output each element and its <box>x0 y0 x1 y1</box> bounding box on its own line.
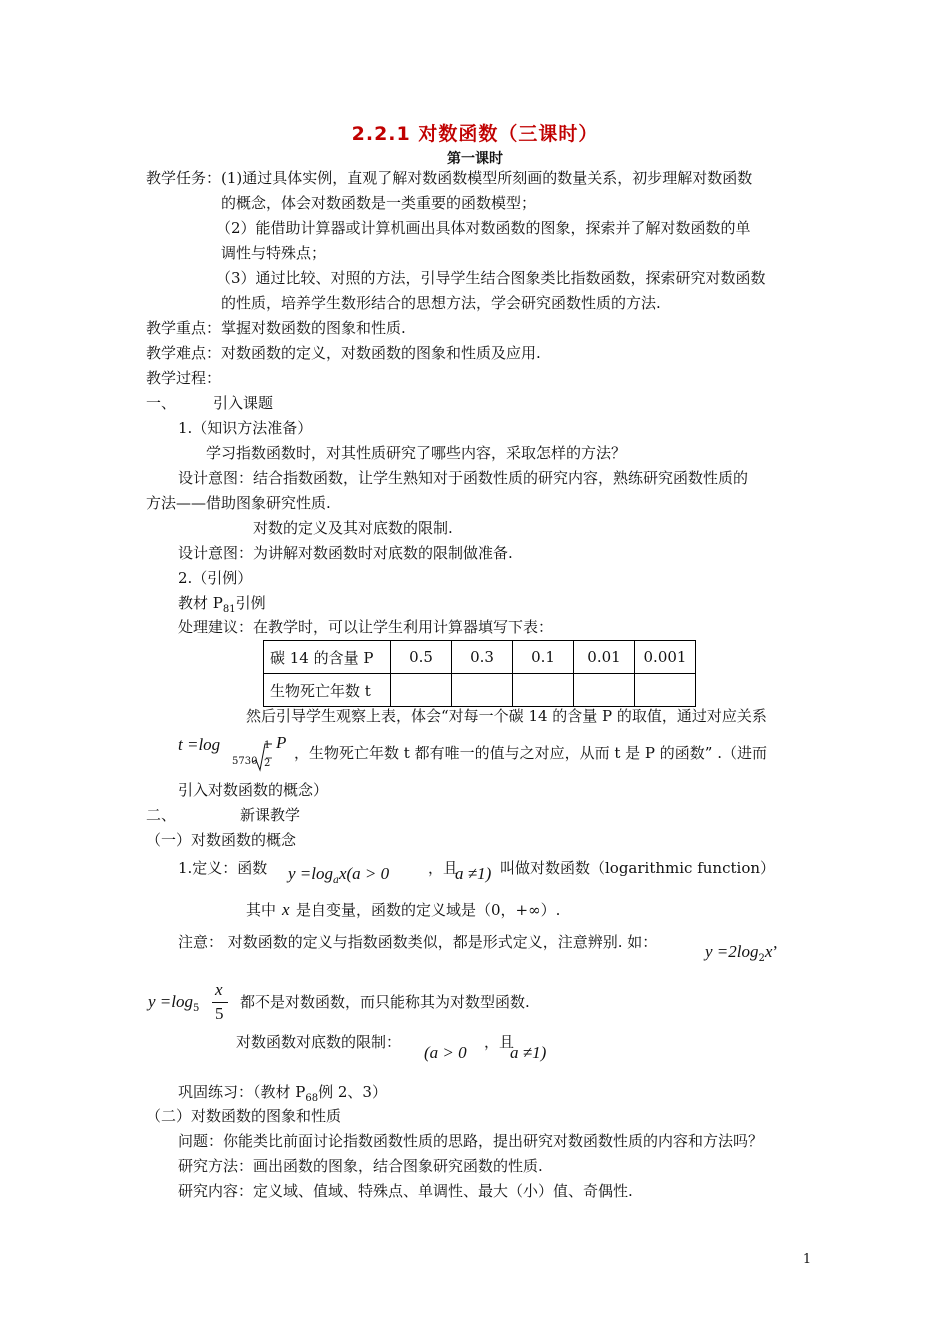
text-line: ，且 <box>484 1033 515 1051</box>
text-line: 对数的定义及其对底数的限制. <box>253 519 453 537</box>
subscript: 5 <box>193 1003 200 1014</box>
formula-definition <box>288 864 389 891</box>
table-cell <box>513 674 574 707</box>
table-cell: 0.01 <box>574 641 635 674</box>
text-line: 1.（知识方法准备） <box>178 419 313 437</box>
text-span: 引例 <box>235 594 266 612</box>
formula-var: x <box>282 900 290 919</box>
text-line: 然后引导学生观察上表，体会“对每一个碳 14 的含量 P 的取值，通过对应关系 <box>246 707 767 725</box>
table-cell <box>452 674 513 707</box>
table-cell: 0.001 <box>635 641 696 674</box>
text-line: 设计意图：为讲解对数函数时对底数的限制做准备. <box>178 544 513 562</box>
table-row <box>264 674 696 707</box>
table-cell: 0.1 <box>513 641 574 674</box>
section-heading: 新课教学 <box>240 806 301 824</box>
text-span: 教材 P <box>178 594 223 612</box>
page-number: 1 <box>802 1252 812 1267</box>
fraction-denominator: 5 <box>215 1004 224 1023</box>
section-number: 一、 <box>146 394 177 412</box>
page-title: 2.2.1 对数函数（三课时） <box>351 123 599 145</box>
text-span: 例 2、3） <box>318 1083 387 1101</box>
text-line: ，生物死亡年数 t 都有唯一的值与之对应，从而 t 是 P 的函数” .（进而 <box>294 744 767 762</box>
text-line: 是自变量，函数的定义域是（0，+∞）. <box>296 901 561 919</box>
formula-text: x <box>764 942 773 961</box>
text-line: ，且 <box>428 859 459 877</box>
text-span: 巩固练习：（教材 P <box>178 1083 306 1101</box>
table-cell: 0.3 <box>452 641 513 674</box>
text-line: 教学重点：掌握对数函数的图象和性质. <box>146 319 406 337</box>
fraction-numerator: 1 <box>264 740 271 751</box>
subscript: 81 <box>222 604 236 615</box>
formula-condition: a ≠1) <box>455 864 492 883</box>
formula-text: y =log <box>148 992 193 1011</box>
text-line: 设计意图：结合指数函数，让学生熟知对于函数性质的研究内容，熟练研究函数性质的 <box>178 469 749 487</box>
subscript: a <box>333 875 339 886</box>
text-line: 研究内容：定义域、值域、特殊点、单调性、最大（小）值、奇偶性. <box>178 1182 633 1200</box>
text-line: 叫做对数函数（logarithmic function） <box>500 859 776 877</box>
table-row <box>264 641 696 674</box>
text-line: 2.（引例） <box>178 569 253 587</box>
table-cell: 0.5 <box>391 641 452 674</box>
text-line: 教学任务：(1)通过具体实例，直观了解对数函数模型所刻画的数量关系，初步理解对数函数 <box>146 169 753 187</box>
text-line: （3）通过比较、对照的方法，引导学生结合图象类比指数函数，探索研究对数函数 <box>216 269 766 287</box>
subsection-heading: （一）对数函数的概念 <box>146 831 297 849</box>
table-cell: 生物死亡年数 t <box>264 674 391 707</box>
text-line: 引入对数函数的概念） <box>178 781 329 799</box>
formula-log-carbon <box>178 735 220 755</box>
text-line <box>178 1082 387 1109</box>
text-line <box>178 593 266 620</box>
table-cell <box>635 674 696 707</box>
subsection-heading: （二）对数函数的图象和性质 <box>146 1107 342 1125</box>
text-line: 的性质，培养学生数形结合的思想方法，学会研究函数性质的方法. <box>221 294 661 312</box>
table-cell <box>574 674 635 707</box>
text-line: 注意： 对数函数的定义与指数函数类似，都是形式定义，注意辨别. 如： <box>178 933 658 951</box>
section-heading: 引入课题 <box>213 394 274 412</box>
formula-text: y =log <box>288 864 333 883</box>
formula-text: x(a > 0 <box>338 864 390 883</box>
text-line: 问题：你能类比前面讨论指数函数性质的思路，提出研究对数函数性质的内容和方法吗？ <box>178 1132 764 1150</box>
formula-var: P <box>276 733 287 752</box>
formula-text: y =2log <box>705 942 759 961</box>
text-line: 教学难点：对数函数的定义，对数函数的图象和性质及应用. <box>146 344 541 362</box>
subscript: 2 <box>758 953 765 964</box>
subscript: 68 <box>305 1093 319 1104</box>
text-line: 1.定义：函数 <box>178 859 268 877</box>
formula-text: t =log <box>178 735 221 754</box>
text-line: 研究方法：画出函数的图象，结合图象研究函数的性质. <box>178 1157 543 1175</box>
section-number: 二、 <box>146 806 177 824</box>
fraction-bar <box>212 1002 228 1003</box>
text-line: 学习指数函数时，对其性质研究了哪些内容，采取怎样的方法？ <box>206 444 627 462</box>
text-line: 调性与特殊点； <box>221 244 327 262</box>
fraction-denominator: 2 <box>264 758 271 769</box>
formula-base: 5730 <box>232 756 258 767</box>
text-line: 都不是对数函数，而只能称其为对数型函数. <box>240 993 530 1011</box>
table-cell: 碳 14 的含量 P <box>264 641 391 674</box>
formula-condition: (a > 0 <box>424 1043 467 1062</box>
text-line: 对数函数对底数的限制： <box>236 1033 402 1051</box>
formula-condition: a ≠1) <box>510 1043 547 1062</box>
text-line: 方法——借助图象研究性质. <box>146 494 331 512</box>
text-line: 其中 <box>246 901 277 919</box>
text-line: 处理建议：在教学时，可以让学生利用计算器填写下表： <box>178 618 554 636</box>
text-line: 的概念，体会对数函数是一类重要的函数模型； <box>221 194 537 212</box>
formula-example-1: $y =2\log_2x$’ <box>705 942 779 964</box>
data-table <box>263 640 696 707</box>
text-line: 教学过程： <box>146 369 222 387</box>
text-line: （2）能借助计算器或计算机画出具体对数函数的图象，探索并了解对数函数的单 <box>216 219 751 237</box>
formula-example-2 <box>148 992 199 1019</box>
table-cell <box>391 674 452 707</box>
page-subtitle: 第一课时 <box>447 151 503 167</box>
fraction-numerator: x <box>215 980 223 999</box>
